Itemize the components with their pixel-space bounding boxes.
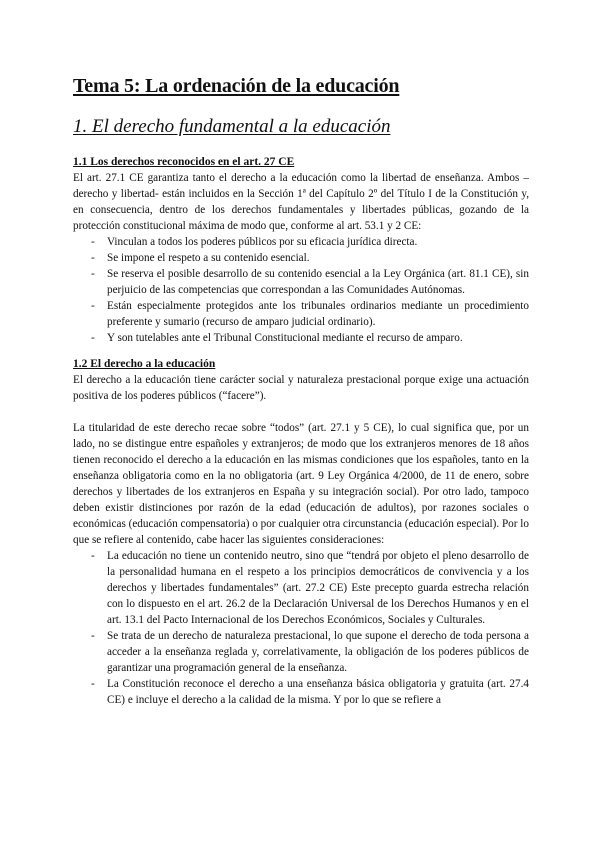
subsection-1-2 xyxy=(73,356,529,708)
paragraph: La titularidad de este derecho recae sobre “todos” (art. 27.1 y 5 CE), lo cual significa que, por un lado, no se distingue entre españoles y extranjeros; de modo que los extranjeros menores de 18 años tienen reconocido el derecho a la educación en las mismas condiciones que los españoles, tanto en la enseñanza obligatoria como en la no obligatoria (art. 9 Ley Orgánica 4/2000, de 11 de enero, sobre derechos y libertades de los extranjeros en España y su integración social). Por otro lado, tampoco deben existir distinciones por razón de la edad (educación de adultos), por razones sociales o económicas (educación compensatoria) o por cualquier otra circunstancia (educación especial). Por lo que se refiere al contenido, cabe hacer las siguientes consideraciones: xyxy=(73,422,529,546)
list-item: - La educación no tiene un contenido neutro, sino que “tendrá por objeto el pleno desarrollo de la personalidad humana en el respeto a los principios democráticos de convivencia y a los derechos y libertades fundamentales” (art. 27.2 CE) Este precepto guarda estrecha relación con lo dispuesto en el art. 26.2 de la Declaración Universal de los Derechos Humanos y en el art. 13.1 del Pacto Internacional de los Derechos Económicos, Sociales y Culturales. xyxy=(73,548,529,628)
subsection-heading: 1.1 Los derechos reconocidos en el art. 27 CE xyxy=(73,156,295,168)
list-item: - Se reserva el posible desarrollo de su contenido esencial a la Ley Orgánica (art. 81.1 CE), sin perjuicio de las competencias que correspondan a las Comunidades Autónomas. xyxy=(73,266,529,298)
list-item: - Se impone el respeto a su contenido esencial. xyxy=(73,250,529,266)
list-item: - Se trata de un derecho de naturaleza prestacional, lo que supone el derecho de toda persona a acceder a la enseñanza reglada y, correlativamente, la obligación de los poderes públicos de garantizar una programación general de la enseñanza. xyxy=(73,628,529,676)
section-title: 1. El derecho fundamental a la educación xyxy=(73,116,391,137)
document-title: Tema 5: La ordenación de la educación xyxy=(73,75,400,97)
subsection-1-1 xyxy=(73,154,529,346)
list-item: - Están especialmente protegidos ante los tribunales ordinarios mediante un procedimiento preferente y sumario (recurso de amparo judicial ordinario). xyxy=(73,298,529,330)
document-body xyxy=(73,72,529,708)
list-item: - Y son tutelables ante el Tribunal Constitucional mediante el recurso de amparo. xyxy=(73,330,529,346)
list-item: - La Constitución reconoce el derecho a una enseñanza básica obligatoria y gratuita (art. 27.4 CE) e incluye el derecho a la calidad de la misma. Y por lo que se refiere a xyxy=(73,676,529,708)
paragraph: El art. 27.1 CE garantiza tanto el derecho a la educación como la libertad de enseñanza. Ambos –derecho y libertad- están incluidos en la Sección 1ª del Capítulo 2º del Título I de la Constitución y, en consecuencia, dentro de los derechos fundamentales y libertades públicas, gozando de la protección constitucional máxima de modo que, conforme al art. 53.1 y 2 CE: xyxy=(73,172,529,232)
bullet-list xyxy=(73,548,529,708)
list-item: - Vinculan a todos los poderes públicos por su eficacia jurídica directa. xyxy=(73,234,529,250)
bullet-list xyxy=(73,234,529,346)
subsection-heading: 1.2 El derecho a la educación xyxy=(73,358,216,370)
paragraph: El derecho a la educación tiene carácter social y naturaleza prestacional porque exige una actuación positiva de los poderes públicos (“facere”). xyxy=(73,374,529,402)
